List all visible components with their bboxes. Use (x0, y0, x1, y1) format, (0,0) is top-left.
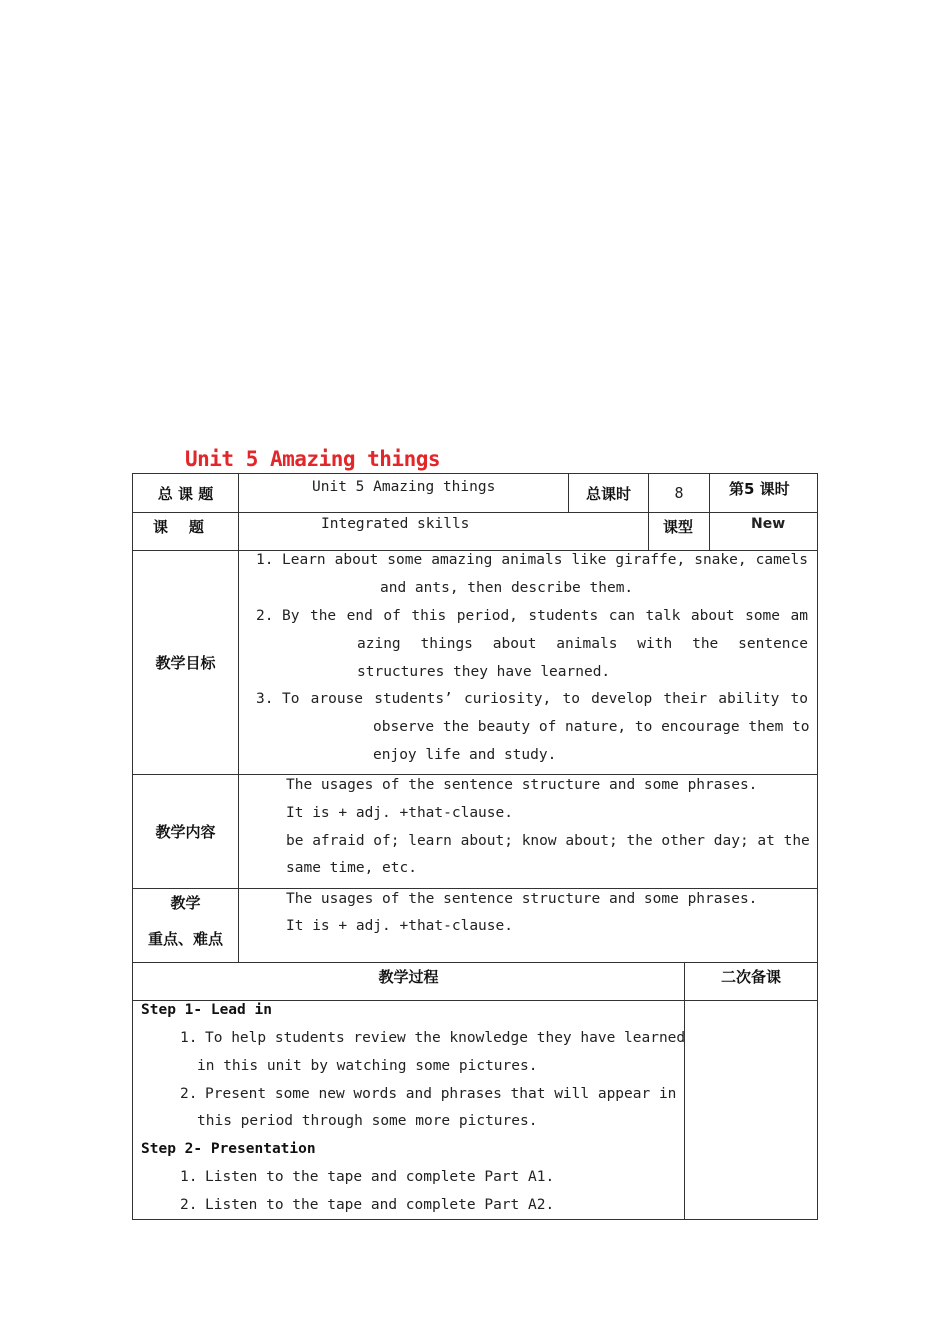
objective-3-line1: To arouse students’ curiosity, to develop their ability to (282, 691, 808, 707)
objectives-label (132, 550, 239, 775)
content-label-text: 教学内容 (155, 823, 216, 841)
content-line-3: be afraid of; learn about; know about; the other day; at the (286, 833, 810, 849)
total-topic-cell (238, 473, 569, 513)
topic-label (132, 512, 239, 551)
step2-title: Step 2- Presentation (141, 1141, 316, 1157)
objectives-label-text: 教学目标 (155, 654, 216, 672)
step2-item-1-line1: Listen to the tape and complete Part A1. (205, 1169, 555, 1185)
keypoints-line-2: It is + adj. +that-clause. (286, 918, 513, 934)
step1-item-2-num: 2. (180, 1086, 198, 1102)
process-label-text: 教学过程 (378, 968, 439, 986)
keypoints-cell (238, 888, 818, 963)
step2-item-2-line1: Listen to the tape and complete Part A2. (205, 1197, 555, 1213)
type-value: New (751, 516, 786, 532)
objective-2-line2: azing things about animals with the sentence (357, 636, 808, 652)
total-hours-label-text: 总课时 (585, 484, 631, 503)
total-topic-label-text: 总 课 题 (157, 484, 214, 503)
topic-value: Integrated skills (321, 516, 470, 532)
objective-1-line2: and ants, then describe them. (380, 580, 634, 596)
total-topic-value: Unit 5 Amazing things (312, 479, 496, 495)
total-hours-value-text: 8 (674, 484, 684, 502)
process-cell (132, 1000, 685, 1220)
document-title: Unit 5 Amazing things (185, 447, 441, 471)
total-hours-label (568, 473, 649, 513)
total-hours-value (648, 473, 710, 513)
objective-2-line3: structures they have learned. (357, 664, 611, 680)
objective-2-line1: By the end of this period, students can talk about some am (282, 608, 808, 624)
total-topic-label (132, 473, 239, 513)
keypoints-label (132, 888, 239, 963)
step1-item-1-line1: To help students review the knowledge they have learned (205, 1030, 686, 1046)
objective-2-num: 2. (256, 608, 274, 624)
objective-1-num: 1. (256, 552, 274, 568)
content-label (132, 774, 239, 889)
content-line-1: The usages of the sentence structure and some phrases. (286, 777, 758, 793)
type-label-text: 课型 (663, 518, 694, 536)
type-value-cell (709, 512, 818, 551)
step1-item-2-line2: this period through some more pictures. (197, 1113, 538, 1129)
step1-item-1-num: 1. (180, 1030, 198, 1046)
step1-item-2-line1: Present some new words and phrases that will appear in (205, 1086, 677, 1102)
content-line-2: It is + adj. +that-clause. (286, 805, 513, 821)
content-cell (238, 774, 818, 889)
objective-3-line3: enjoy life and study. (373, 747, 557, 763)
objective-1-line1: Learn about some amazing animals like giraffe, snake, camels (282, 552, 808, 568)
notes-cell (684, 1000, 818, 1220)
keypoints-label-line1: 教学 (170, 894, 201, 912)
type-label (648, 512, 710, 551)
step2-item-2-num: 2. (180, 1197, 198, 1213)
topic-cell (238, 512, 649, 551)
lesson-number-text: 第5 课时 (729, 480, 790, 498)
objective-3-num: 3. (256, 691, 274, 707)
step1-title: Step 1- Lead in (141, 1002, 272, 1018)
notes-label (684, 962, 818, 1001)
lesson-number (709, 473, 818, 513)
keypoints-label-line2: 重点、难点 (147, 930, 223, 948)
process-label (132, 962, 685, 1001)
step2-item-1-num: 1. (180, 1169, 198, 1185)
topic-label-text: 课 题 (153, 518, 204, 536)
keypoints-line-1: The usages of the sentence structure and some phrases. (286, 891, 758, 907)
step1-item-1-line2: in this unit by watching some pictures. (197, 1058, 538, 1074)
notes-label-text: 二次备课 (720, 968, 781, 986)
objectives-cell (238, 550, 818, 775)
content-line-4: same time, etc. (286, 860, 417, 876)
objective-3-line2: observe the beauty of nature, to encourage them to (373, 719, 810, 735)
